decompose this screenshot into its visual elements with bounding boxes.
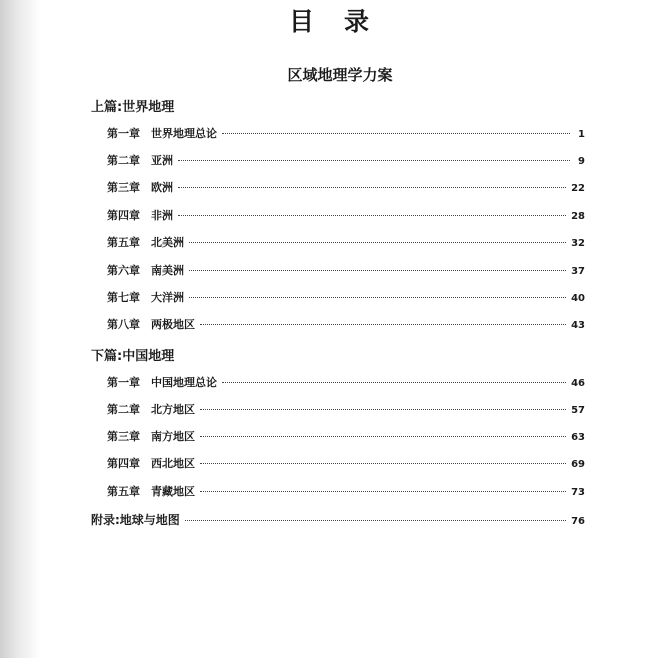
chapter-name: 两极地区 xyxy=(151,318,195,331)
chapter-name: 青藏地区 xyxy=(151,485,195,498)
toc-entry[interactable] xyxy=(107,401,585,417)
chapter-number: 第四章 xyxy=(107,457,140,470)
chapter-number: 第一章 xyxy=(107,127,140,140)
dot-leader xyxy=(189,270,566,271)
chapter-number: 第三章 xyxy=(107,181,140,194)
chapter-number: 第二章 xyxy=(107,403,140,416)
toc-entry-appendix[interactable] xyxy=(91,511,585,527)
toc-entry[interactable] xyxy=(107,455,585,471)
page-number: 46 xyxy=(571,378,585,389)
page-number: 37 xyxy=(571,266,585,277)
chapter-number: 第四章 xyxy=(107,209,140,222)
chapter-name: 非洲 xyxy=(151,209,173,222)
chapter-name: 亚洲 xyxy=(151,154,173,167)
page-number: 40 xyxy=(571,293,585,304)
dot-leader xyxy=(185,520,566,521)
chapter-number: 第三章 xyxy=(107,430,140,443)
chapter-name: 中国地理总论 xyxy=(151,376,217,389)
chapter-number: 第七章 xyxy=(107,291,140,304)
chapter-name: 西北地区 xyxy=(151,457,195,470)
toc-entry[interactable] xyxy=(107,125,585,141)
chapter-name: 北美洲 xyxy=(151,236,184,249)
page-number: 63 xyxy=(571,432,585,443)
chapter-name: 南方地区 xyxy=(151,430,195,443)
chapter-number: 第一章 xyxy=(107,376,140,389)
appendix-name: 附录:地球与地图 xyxy=(91,513,180,527)
page-number: 73 xyxy=(571,487,585,498)
part-heading-china: 下篇:中国地理 xyxy=(91,349,175,364)
chapter-name: 北方地区 xyxy=(151,403,195,416)
chapter-number: 第五章 xyxy=(107,485,140,498)
page-number: 22 xyxy=(571,183,585,194)
chapter-number: 第二章 xyxy=(107,154,140,167)
toc-entry[interactable] xyxy=(107,316,585,332)
toc-entry[interactable] xyxy=(107,262,585,278)
chapter-name: 欧洲 xyxy=(151,181,173,194)
page-number: 28 xyxy=(571,211,585,222)
page-number: 9 xyxy=(578,156,585,167)
chapter-name: 世界地理总论 xyxy=(151,127,217,140)
page-number: 57 xyxy=(571,405,585,416)
dot-leader xyxy=(200,409,566,410)
page-number: 1 xyxy=(578,129,585,140)
toc-entry[interactable] xyxy=(107,152,585,168)
chapter-number: 第六章 xyxy=(107,264,140,277)
chapter-name: 大洋洲 xyxy=(151,291,184,304)
toc-entry[interactable] xyxy=(107,289,585,305)
dot-leader xyxy=(200,436,566,437)
dot-leader xyxy=(200,324,566,325)
dot-leader xyxy=(222,133,570,134)
toc-title: 目录 xyxy=(288,7,399,36)
toc-entry[interactable] xyxy=(107,234,585,250)
page-number: 76 xyxy=(571,516,585,527)
dot-leader xyxy=(222,382,566,383)
dot-leader xyxy=(200,491,566,492)
toc-entry[interactable] xyxy=(107,207,585,223)
dot-leader xyxy=(178,187,566,188)
page-number: 43 xyxy=(571,320,585,331)
book-title: 区域地理学力案 xyxy=(287,66,393,84)
dot-leader xyxy=(189,242,566,243)
dot-leader xyxy=(178,215,566,216)
toc-entry[interactable] xyxy=(107,179,585,195)
part-heading-world: 上篇:世界地理 xyxy=(91,100,175,115)
chapter-name: 南美洲 xyxy=(151,264,184,277)
dot-leader xyxy=(178,160,570,161)
dot-leader xyxy=(200,463,566,464)
toc-entry[interactable] xyxy=(107,428,585,444)
chapter-number: 第五章 xyxy=(107,236,140,249)
toc-entry[interactable] xyxy=(107,483,585,499)
toc-entry[interactable] xyxy=(107,374,585,390)
dot-leader xyxy=(189,297,566,298)
page-number: 32 xyxy=(571,238,585,249)
page-number: 69 xyxy=(571,459,585,470)
chapter-number: 第八章 xyxy=(107,318,140,331)
